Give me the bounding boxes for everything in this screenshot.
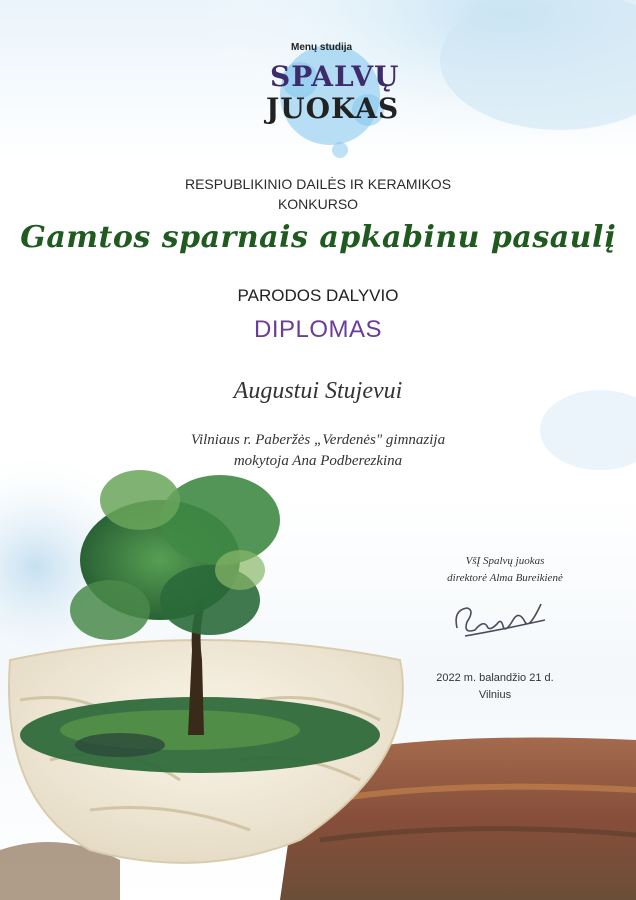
signatory-title: direktorė Alma Bureikienė xyxy=(447,572,563,584)
logo-line-1: SPALVŲ xyxy=(270,60,400,93)
issue-date: 2022 m. balandžio 21 d. xyxy=(436,672,554,684)
logo-studio-label: Menų studija xyxy=(291,42,353,53)
date-place xyxy=(400,670,590,704)
studio-logo xyxy=(250,40,410,160)
school-info xyxy=(0,430,636,472)
recipient-name: Augustui Stujevui xyxy=(233,378,403,404)
signatory-org: VšĮ Spalvų juokas xyxy=(465,555,545,567)
teacher-line: mokytoja Ana Podberezkina xyxy=(233,453,403,469)
logo-line-2: JUOKAS xyxy=(266,92,400,125)
contest-header-line-2: KONKURSO xyxy=(277,196,359,212)
signatory-block xyxy=(390,553,620,587)
participant-label: PARODOS DALYVIO xyxy=(237,286,399,305)
diploma-heading: DIPLOMAS xyxy=(253,316,383,343)
contest-title: Gamtos sparnais apkabinu pasaulį xyxy=(20,220,616,255)
handwritten-signature xyxy=(445,590,555,650)
school-line: Vilniaus r. Paberžės „Verdenės" gimnazija xyxy=(190,432,446,448)
issue-place: Vilnius xyxy=(478,689,512,701)
contest-header-line-1: RESPUBLIKINIO DAILĖS IR KERAMIKOS xyxy=(184,176,452,192)
contest-header xyxy=(0,174,636,214)
